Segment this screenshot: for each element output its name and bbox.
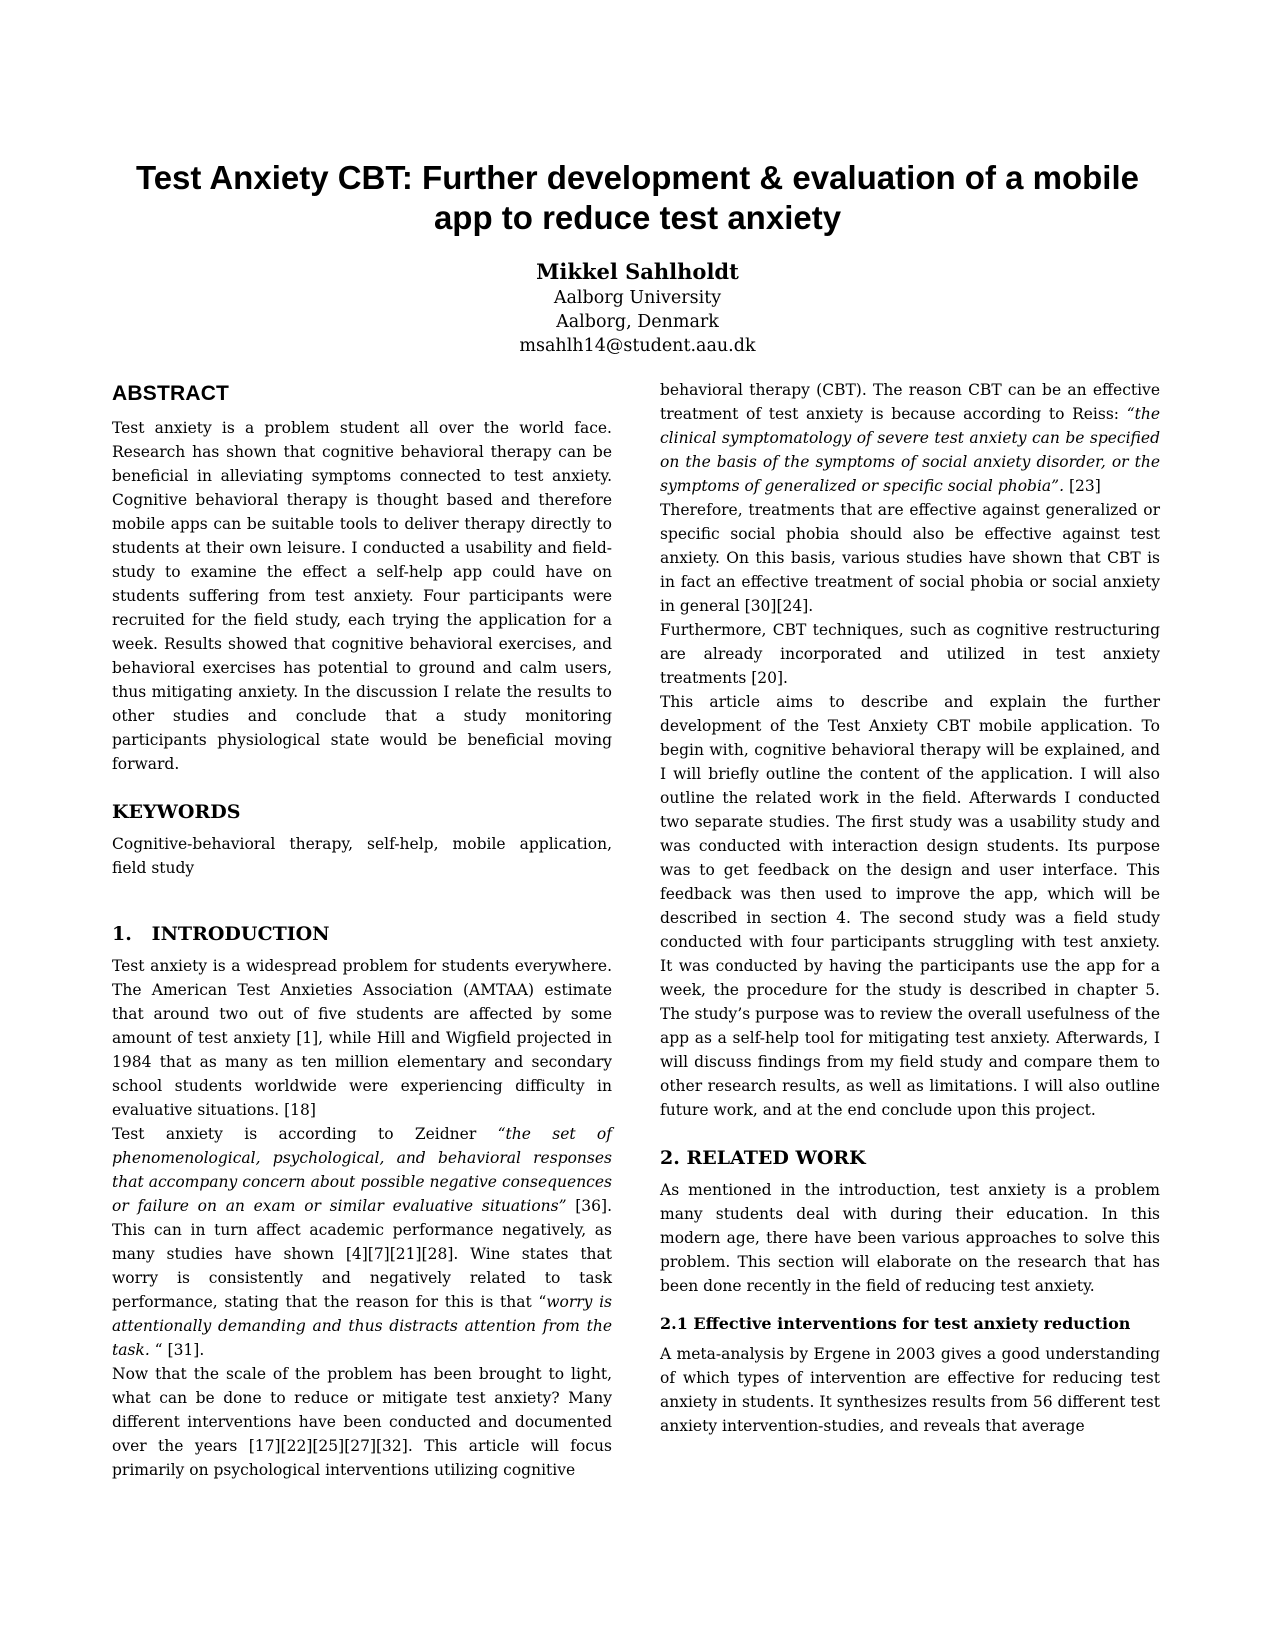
intro-p2-end: “ [31]. <box>149 1341 205 1359</box>
intro-paragraph-1: Test anxiety is a widespread problem for students everywhere. The American Test Anxieties Association (AMTAA) estimate that around two out of five students are affected by some amount of test anxiety [1], while Hill and Wigfield projected in 1984 that as many as ten million elementary and secondary school students worldwide were experiencing difficulty in evaluative situations. [18] <box>112 957 612 1119</box>
intro-p4-end: [23] <box>1064 477 1101 495</box>
author-affiliation: Aalborg University <box>553 288 722 308</box>
intro-p2-lead: Test anxiety is according to Zeidner <box>112 1125 498 1143</box>
intro-paragraph-4 <box>660 378 1160 498</box>
related-work-heading: 2. RELATED WORK <box>660 1147 866 1169</box>
author-block <box>380 258 895 358</box>
left-column <box>112 380 612 1482</box>
author-name: Mikkel Sahlholdt <box>536 259 739 284</box>
reiss-quote: “the clinical symptomatology of severe test anxiety can be specified on the basis of the symptoms of social anxiety disorder, or the symptoms of generalized or specific social phobia”. <box>660 405 1160 495</box>
intro-p4-lead: behavioral therapy (CBT). The reason CBT can be an effective treatment of test anxiety is because according to Reiss: <box>660 381 1160 423</box>
intro-paragraph-7: This article aims to describe and explain the further development of the Test Anxiety CBT mobile application. To begin with, cognitive behavioral therapy will be explained, and I will briefly outline the content of the application. I will also outline the related work in the field. Afterwards I conducted two separate studies. The first study was a usability study and was conducted with interaction design students. Its purpose was to get feedback on the design and user interface. This feedback was then used to improve the app, which will be described in section 4. The second study was a field study conducted with four participants struggling with test anxiety. It was conducted by having the participants use the app for a week, the procedure for the study is described in chapter 5. The study’s purpose was to review the overall usefulness of the app as a self-help tool for mitigating test anxiety. Afterwards, I will discuss findings from my field study and compare them to other research results, as well as limitations. I will also outline future work, and at the end conclude upon this project. <box>660 693 1160 1119</box>
author-location: Aalborg, Denmark <box>556 312 719 332</box>
keywords-heading: KEYWORDS <box>112 801 241 823</box>
intro-p2-middle: [36]. This can in turn affect academic performance negatively, as many studies have shown [4][7][21][28]. Wine states that worry is consistently and negatively related to task performance, stating that the reason for this is that “ <box>112 1197 613 1311</box>
intro-paragraph-5: Therefore, treatments that are effective against generalized or specific social phobia should also be effective against test anxiety. On this basis, various studies have shown that CBT is in fact an effective treatment of social phobia or social anxiety in general [30][24]. <box>660 501 1160 615</box>
related-work-paragraph-2: A meta-analysis by Ergene in 2003 gives a good understanding of which types of intervention are effective for reducing test anxiety in students. It synthesizes results from 56 different test anxiety intervention-studies, and reveals that average <box>660 1345 1160 1435</box>
related-work-paragraph-1: As mentioned in the introduction, test anxiety is a problem many students deal with during their education. In this modern age, there have been various approaches to solve this problem. This section will elaborate on the research that has been done recently in the field of reducing test anxiety. <box>660 1181 1160 1295</box>
paper-title: Test Anxiety CBT: Further development & evaluation of a mobile app to reduce test anxiety <box>136 159 1139 236</box>
introduction-heading: 1. INTRODUCTION <box>112 923 330 945</box>
zeidner-quote: “the set of phenomenological, psychological, and behavioral responses that accompany concern about possible negative consequences or failure on an exam or similar evaluative situations” <box>112 1125 613 1215</box>
abstract-heading: ABSTRACT <box>112 382 230 405</box>
abstract-text: Test anxiety is a problem student all over the world face. Research has shown that cognitive behavioral therapy can be beneficial in alleviating symptoms connected to test anxiety. Cognitive behavioral therapy is thought based and therefore mobile apps can be suitable tools to deliver therapy directly to students at their own leisure. I conducted a usability and field-study to examine the effect a self-help app could have on students suffering from test anxiety. Four participants were recruited for the field study, each trying the application for a week. Results showed that cognitive behavioral exercises, and behavioral exercises has potential to ground and calm users, thus mitigating anxiety. In the discussion I relate the results to other studies and conclude that a study monitoring participants physiological state would be beneficial moving forward. <box>112 419 612 773</box>
intro-paragraph-6: Furthermore, CBT techniques, such as cognitive restructuring are already incorporated and utilized in test anxiety treatments [20]. <box>660 621 1160 687</box>
intro-paragraph-3: Now that the scale of the problem has been brought to light, what can be done to reduce or mitigate test anxiety? Many different interventions have been conducted and documented over the years [17][22][25][27][32]. This article will focus primarily on psychological interventions utilizing cognitive <box>112 1365 612 1479</box>
author-email: msahlh14@student.aau.dk <box>519 336 756 356</box>
keywords-text: Cognitive-behavioral therapy, self-help, mobile application, field study <box>112 835 612 877</box>
right-column <box>660 378 1160 1438</box>
wine-quote: worry is attentionally demanding and thus distracts attention from the task. <box>112 1293 612 1359</box>
intro-paragraph-2 <box>112 1122 612 1362</box>
subsection-heading: 2.1 Effective interventions for test anxiety reduction <box>660 1314 1131 1333</box>
